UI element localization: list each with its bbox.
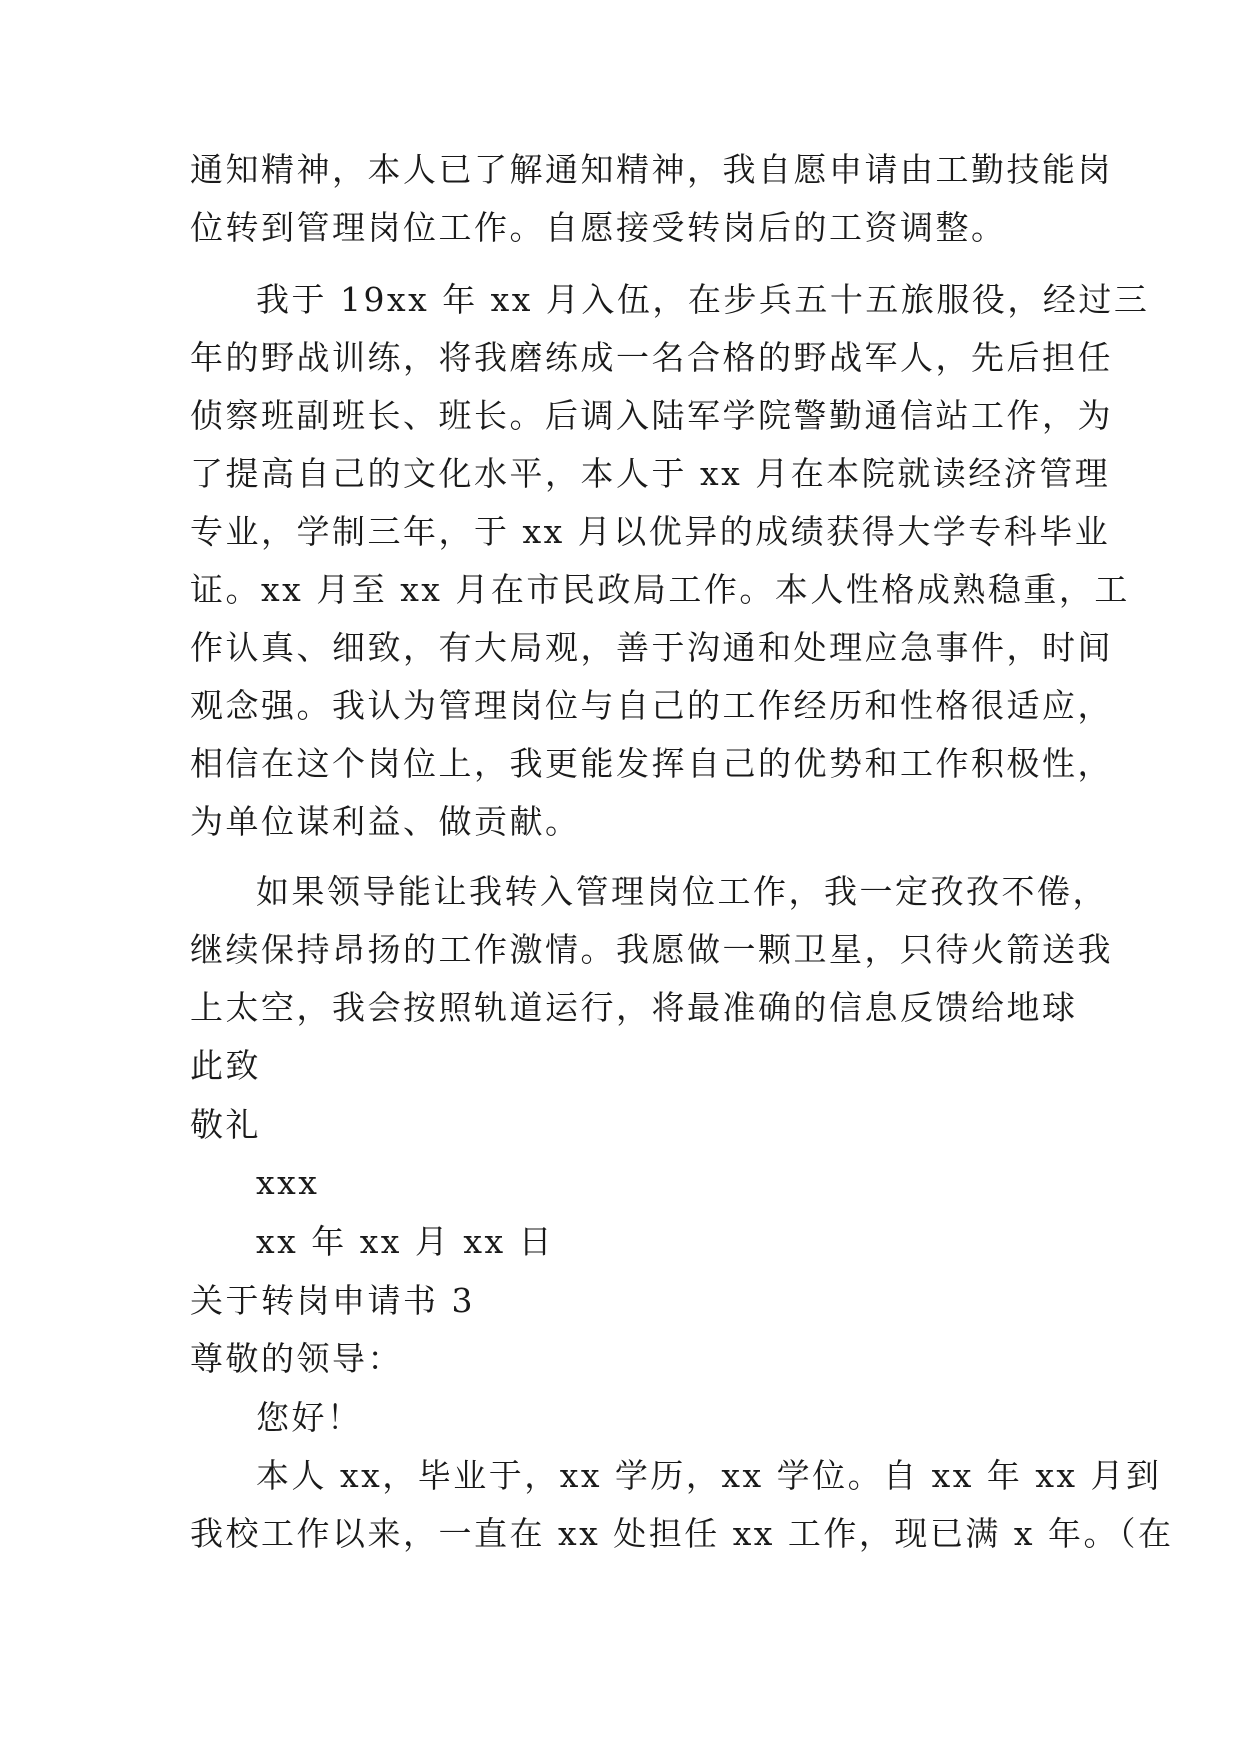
signature-name: xxx xyxy=(256,1163,320,1202)
body-line-14: 继续保持昂扬的工作激情。我愿做一颗卫星，只待火箭送我 xyxy=(190,930,1113,969)
body-line-3: 我于 19xx 年 xx 月入伍，在步兵五十五旅服役，经过三 xyxy=(256,280,1150,319)
closing-cizhi: 此致 xyxy=(190,1046,261,1085)
body-line-9: 作认真、细致，有大局观，善于沟通和处理应急事件，时间 xyxy=(190,628,1113,667)
body-line-11: 相信在这个岗位上，我更能发挥自己的优势和工作积极性， xyxy=(190,744,1113,783)
body-line-4: 年的野战训练，将我磨练成一名合格的野战军人，先后担任 xyxy=(190,338,1113,377)
section-title: 关于转岗申请书 3 xyxy=(190,1281,475,1320)
body-line-6: 了提高自己的文化水平，本人于 xx 月在本院就读经济管理 xyxy=(190,454,1111,493)
body-line-16: 本人 xx，毕业于，xx 学历，xx 学位。自 xx 年 xx 月到 xyxy=(256,1456,1162,1495)
body-line-7: 专业，学制三年，于 xx 月以优异的成绩获得大学专科毕业 xyxy=(190,512,1111,551)
greeting: 您好！ xyxy=(256,1398,363,1437)
body-line-8: 证。xx 月至 xx 月在市民政局工作。本人性格成熟稳重，工 xyxy=(190,570,1130,609)
salutation: 尊敬的领导： xyxy=(190,1339,403,1378)
body-line-13: 如果领导能让我转入管理岗位工作，我一定孜孜不倦， xyxy=(256,872,1108,911)
body-line-17: 我校工作以来，一直在 xx 处担任 xx 工作，现已满 x 年。（在 xyxy=(190,1514,1174,1553)
body-line-10: 观念强。我认为管理岗位与自己的工作经历和性格很适应， xyxy=(190,686,1113,725)
body-line-5: 侦察班副班长、班长。后调入陆军学院警勤通信站工作，为 xyxy=(190,396,1113,435)
closing-jingli: 敬礼 xyxy=(190,1105,261,1144)
body-line-2: 位转到管理岗位工作。自愿接受转岗后的工资调整。 xyxy=(190,208,1007,247)
signature-date: xx 年 xx 月 xx 日 xyxy=(256,1222,555,1261)
body-line-12: 为单位谋利益、做贡献。 xyxy=(190,802,581,841)
body-line-15: 上太空，我会按照轨道运行，将最准确的信息反馈给地球 xyxy=(190,988,1078,1027)
body-line-1: 通知精神，本人已了解通知精神，我自愿申请由工勤技能岗 xyxy=(190,150,1113,189)
